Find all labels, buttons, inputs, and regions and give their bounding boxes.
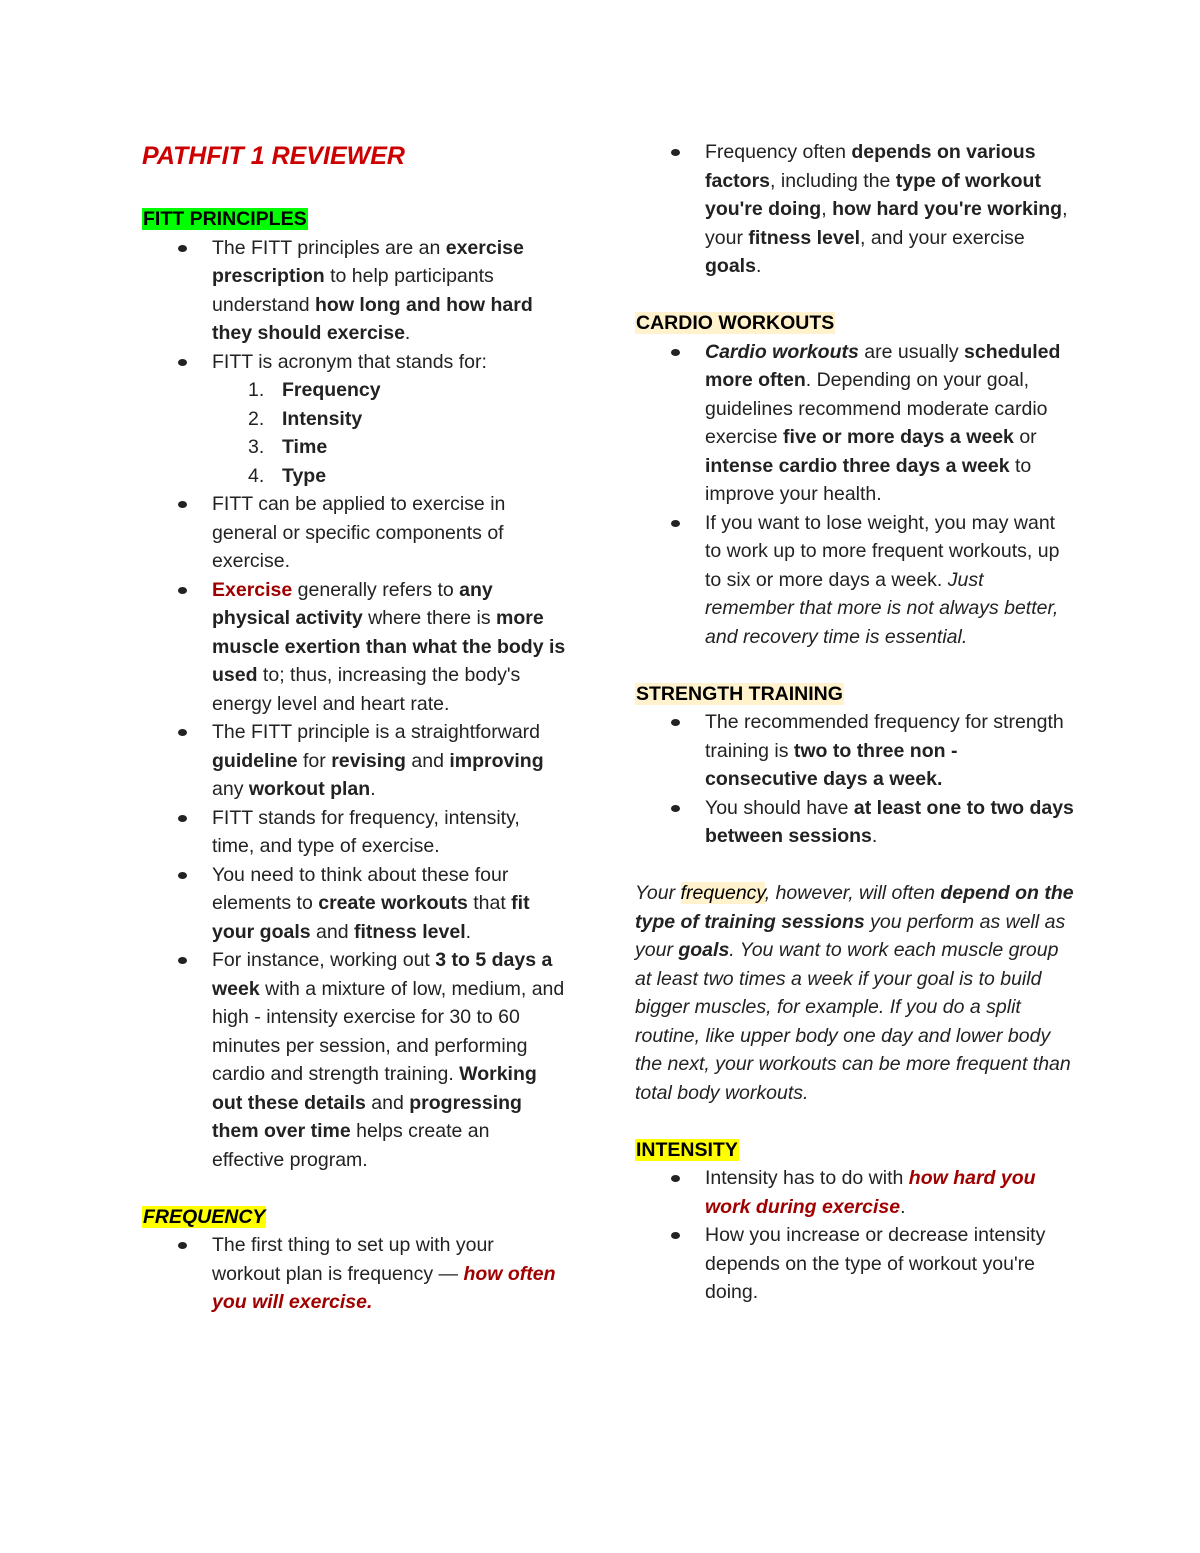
cardio-bullets (635, 338, 1075, 652)
strength-paragraph: Your frequency, however, will often depend on the type of training sessions you perform as well as your goals. You want to work each muscle group at least two times a week if your goal is to build bigger muscles, for example. If you do a split routine, like upper body one day and lower body the next, your workouts can be more frequent than total body workouts. (635, 882, 1074, 1104)
fitt-heading: FITT PRINCIPLES (143, 208, 307, 230)
list-item: 2. Intensity (248, 407, 363, 430)
list-item: The FITT principle is a straightforward guideline for revising and improving any workout plan. (142, 718, 567, 804)
list-item: You should have at least one to two days between sessions. (635, 794, 1075, 851)
frequency-heading: FREQUENCY (143, 1205, 266, 1228)
document-title: PATHFIT 1 REVIEWER (142, 142, 405, 170)
left-column (142, 138, 567, 1317)
list-item: The recommended frequency for strength training is two to three non - consecutive days a week. (635, 708, 1075, 794)
acronym-list (212, 376, 567, 490)
intensity-heading: INTENSITY (636, 1138, 738, 1161)
list-item: 1. Frequency (248, 379, 381, 401)
strength-bullets (635, 708, 1075, 851)
list-item: Exercise generally refers to any physical activity where there is more muscle exertion than what the body is used to; thus, increasing the body's energy level and heart rate. (142, 576, 567, 719)
list-item: How you increase or decrease intensity depends on the type of workout you're doing. (635, 1221, 1075, 1307)
frequency-bullets (142, 1231, 567, 1317)
list-item: Cardio workouts are usually scheduled more often. Depending on your goal, guidelines recommend moderate cardio exercise five or more days a week or intense cardio three days a week to improve your health. (635, 338, 1075, 509)
list-item: FITT is acronym that stands for: 1. Frequency 2. Intensity 3. Time 4. Type (142, 348, 567, 491)
list-item: 4. Type (248, 464, 327, 487)
right-column (635, 138, 1075, 1307)
list-item: If you want to lose weight, you may want to work up to more frequent workouts, up to six or more days a week. Just remember that more is not always better, and recovery time is essential. (635, 509, 1075, 652)
list-item: For instance, working out 3 to 5 days a week with a mixture of low, medium, and high - intensity exercise for 30 to 60 minutes per session, and performing cardio and strength training. Working out these details and progressing them over time helps create an effective program. (142, 946, 567, 1174)
list-item: 3. Time (248, 436, 328, 458)
list-item: You need to think about these four elements to create workouts that fit your goals and fitness level. (142, 861, 567, 947)
list-item: The FITT principles are an exercise prescription to help participants understand how long and how hard they should exercise. (142, 234, 567, 348)
list-item: The first thing to set up with your workout plan is frequency — how often you will exercise. (142, 1231, 567, 1317)
list-item: Intensity has to do with how hard you work during exercise. (635, 1164, 1075, 1221)
fitt-bullets (142, 234, 567, 1175)
list-item: FITT stands for frequency, intensity, time, and type of exercise. (142, 804, 567, 861)
frequency-bullets-continued (635, 138, 1075, 281)
list-item: Frequency often depends on various factors, including the type of workout you're doing, how hard you're working, your fitness level, and your exercise goals. (635, 138, 1075, 281)
cardio-heading: CARDIO WORKOUTS (636, 312, 835, 334)
list-item: FITT can be applied to exercise in general or specific components of exercise. (142, 490, 567, 576)
intensity-bullets (635, 1164, 1075, 1307)
strength-heading: STRENGTH TRAINING (636, 682, 843, 705)
